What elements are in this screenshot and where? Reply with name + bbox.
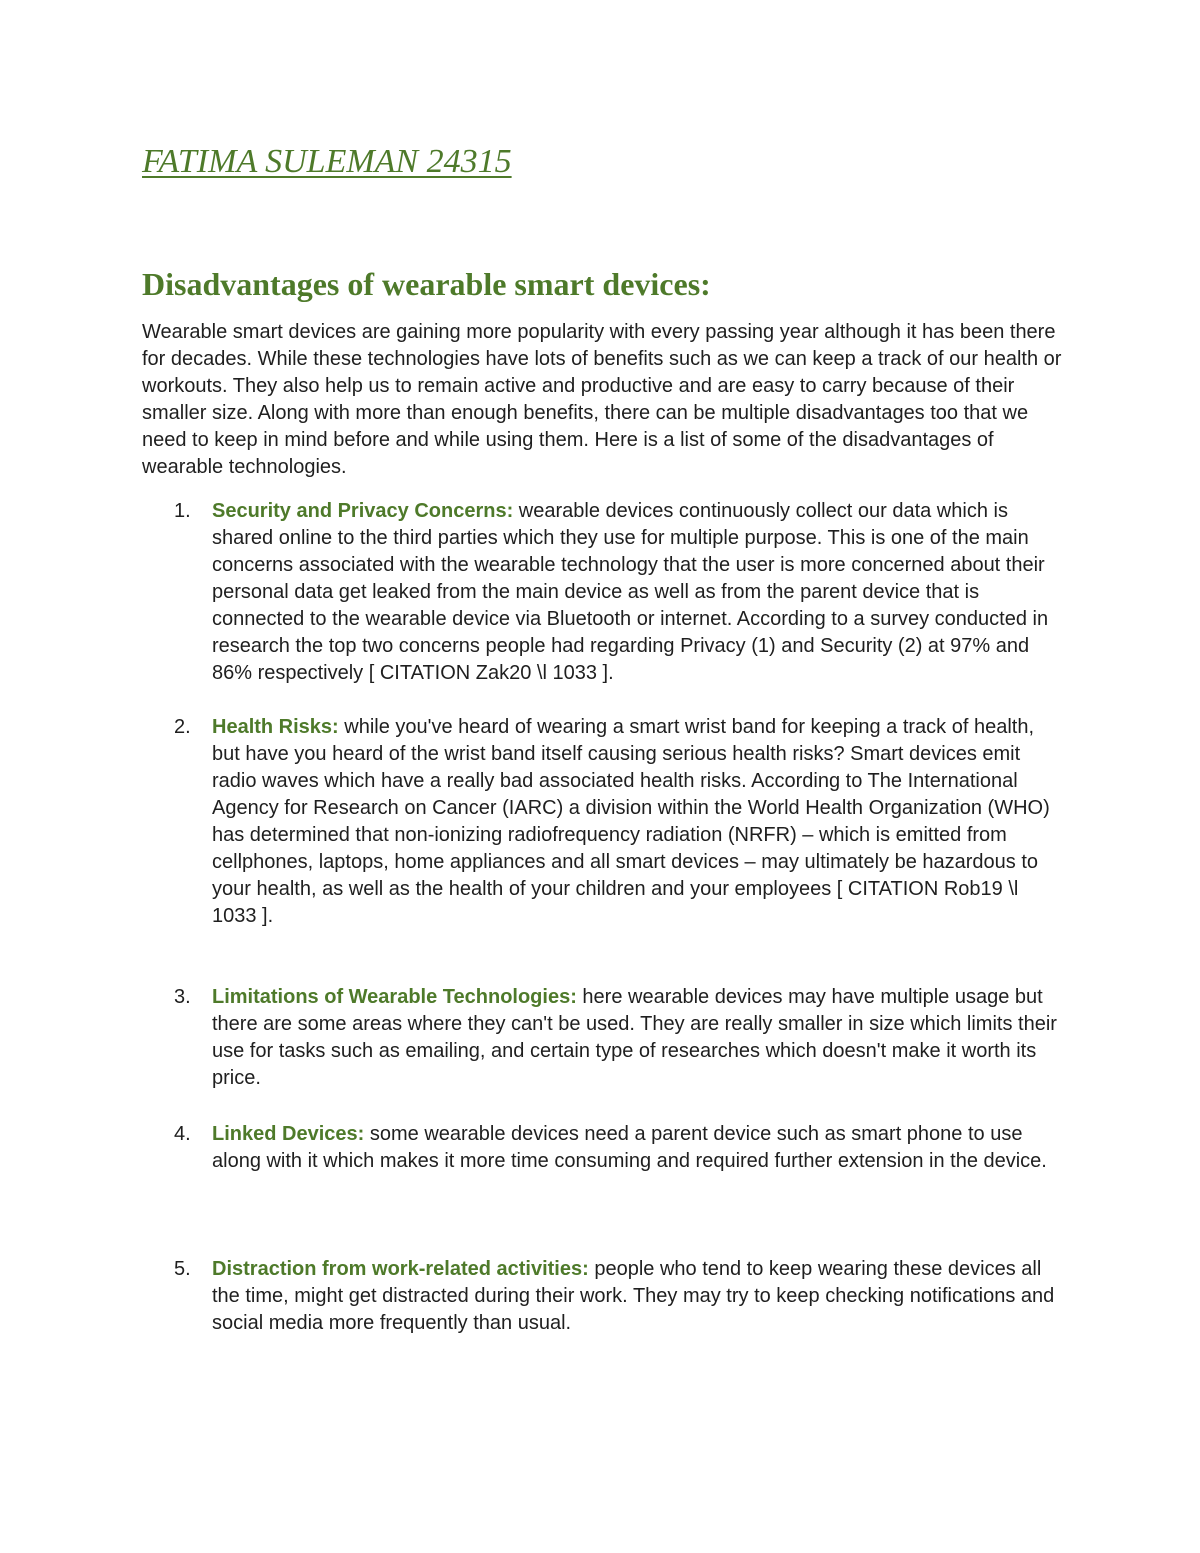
list-number: 5. <box>174 1258 191 1280</box>
list-number: 2. <box>174 716 191 738</box>
list-item-body <box>212 714 1060 930</box>
list-item-body <box>212 1256 1060 1337</box>
list-item-term: Health Risks: <box>212 716 339 738</box>
document-heading: Disadvantages of wearable smart devices: <box>142 266 711 302</box>
list-item-body <box>212 1121 1060 1175</box>
list-item-term: Limitations of Wearable Technologies: <box>212 986 577 1008</box>
list-item-body <box>212 984 1060 1092</box>
list-item-term: Distraction from work-related activities: <box>212 1258 589 1280</box>
intro-paragraph: Wearable smart devices are gaining more popularity with every passing year although it has been there for decades. While these technologies have lots of benefits such as we can keep a track of our health or workouts. They also help us to remain active and productive and are easy to carry because of their smaller size. Along with more than enough benefits, there can be multiple disadvantages too that we need to keep in mind before and while using them. Here is a list of some of the disadvantages of wearable technologies. <box>142 321 1062 478</box>
list-item-body <box>212 498 1060 687</box>
list-item-text: people who tend to keep wearing these devices all the time, might get distracted during their work. They may try to keep checking notifications and social media more frequently than usual. <box>212 1258 1055 1334</box>
list-item-text: wearable devices continuously collect our data which is shared online to the third parties which they use for multiple purpose. This is one of the main concerns associated with the wearable technology that the user is more concerned about their personal data get leaked from the main device as well as from the parent device that is connected to the wearable device via Bluetooth or internet. According to a survey conducted in research the top two concerns people had regarding Privacy (1) and Security (2) at 97% and 86% respectively [ CITATION Zak20 \l 1033 ]. <box>212 500 1049 684</box>
list-item-term: Linked Devices: <box>212 1123 365 1145</box>
list-item-text: some wearable devices need a parent device such as smart phone to use along with it which makes it more time consuming and required further extension in the device. <box>212 1123 1047 1172</box>
list-number: 3. <box>174 986 191 1008</box>
list-number: 1. <box>174 500 191 522</box>
list-number: 4. <box>174 1123 191 1145</box>
author-line: FATIMA SULEMAN 24315 <box>142 143 512 180</box>
list-item-term: Security and Privacy Concerns: <box>212 500 514 522</box>
list-item-text: here wearable devices may have multiple usage but there are some areas where they can't be used. They are really smaller in size which limits their use for tasks such as emailing, and certain type of researches which doesn't make it worth its price. <box>212 986 1057 1089</box>
list-item-text: while you've heard of wearing a smart wrist band for keeping a track of health, but have you heard of the wrist band itself causing serious health risks? Smart devices emit radio waves which have a really bad associated health risks. According to The International Agency for Research on Cancer (IARC) a division within the World Health Organization (WHO) has determined that non-ionizing radiofrequency radiation (NRFR) – which is emitted from cellphones, laptops, home appliances and all smart devices – may ultimately be hazardous to your health, as well as the health of your children and your employees [ CITATION Rob19 \l 1033 ]. <box>212 716 1050 927</box>
